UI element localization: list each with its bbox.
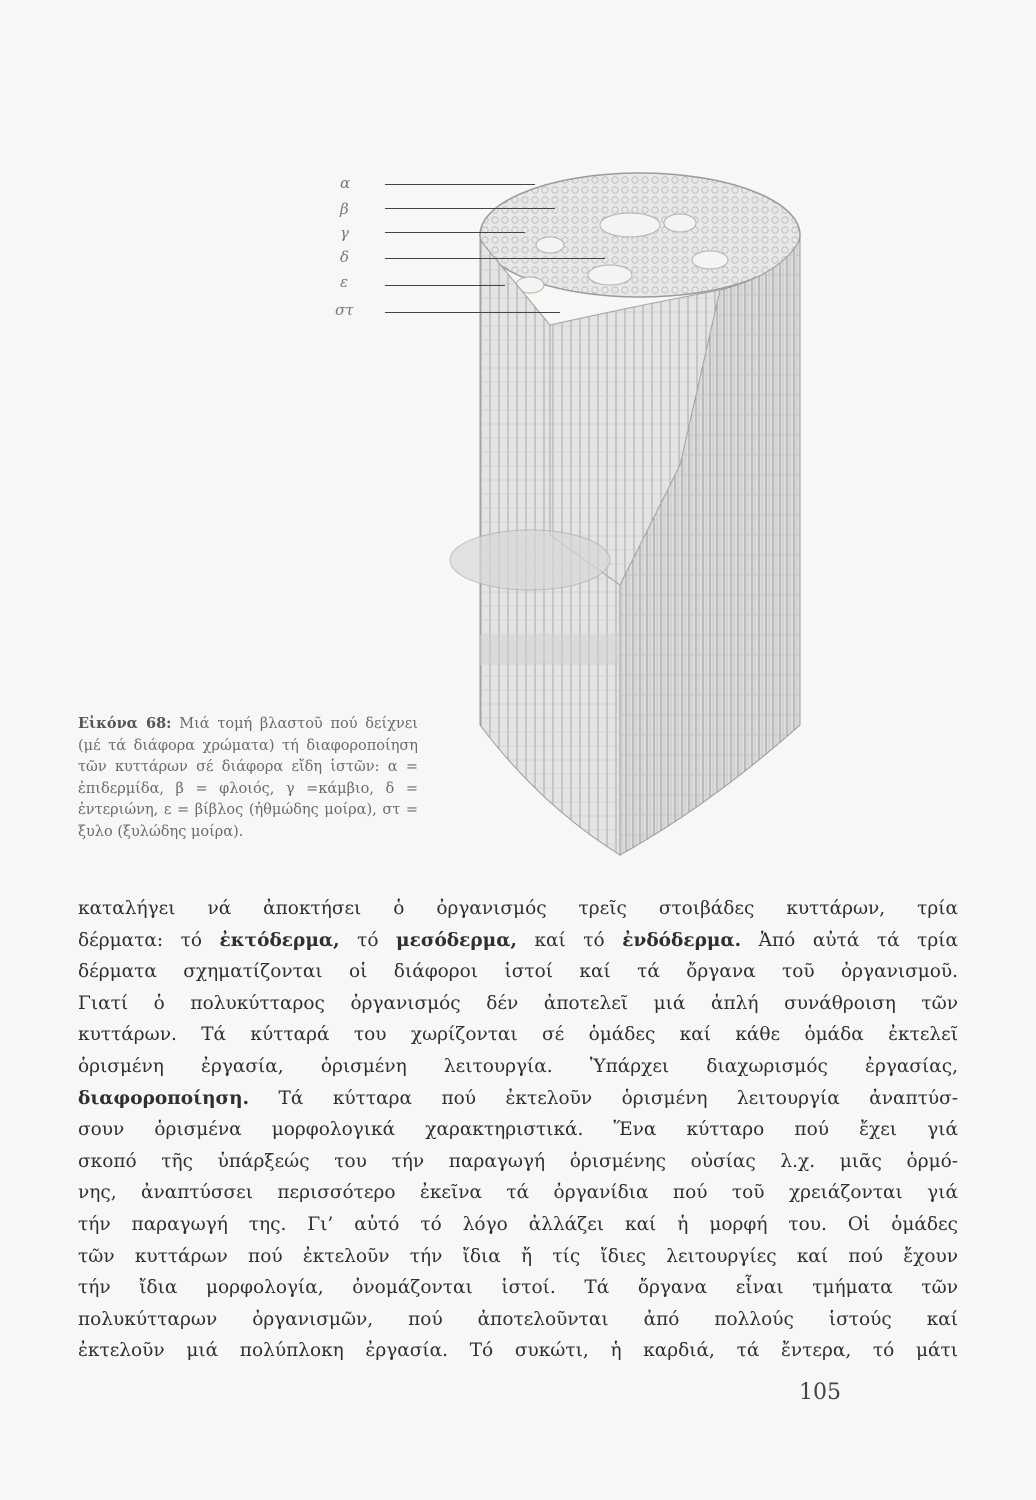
stem-section-figure xyxy=(380,165,820,885)
text-line: δέρματα σχηματίζονται οἱ διάφοροι ἱστοί καί τά ὄργανα τοῦ ὀργανισμοῦ. xyxy=(78,961,958,983)
text-line: τήν ἴδια μορφολογία, ὀνομάζονται ἱστοί. Τά ὄργανα εἶναι τμήματα τῶν xyxy=(78,1277,958,1299)
label-gamma: γ xyxy=(340,224,349,242)
text-line: κυττάρων. Τά κύτταρά του χωρίζονται σέ ὁμάδες καί κάθε ὁμάδα ἐκτελεῖ xyxy=(78,1024,958,1046)
term-mesoderm: μεσόδερμα, xyxy=(396,929,517,951)
label-sigma-tau: στ xyxy=(335,301,354,319)
text-line xyxy=(78,925,958,957)
leader-line-delta xyxy=(385,258,605,259)
page-number: 105 xyxy=(799,1380,841,1405)
label-delta: δ xyxy=(340,248,350,266)
text-line: σκοπό τῆς ὑπάρξεώς του τήν παραγωγή ὁρισμένης οὐσίας λ.χ. μιᾶς ὁρμό- xyxy=(78,1150,958,1172)
figure-caption xyxy=(78,713,418,843)
label-epsilon: ε xyxy=(340,273,349,291)
text-fragment: Τά κύτταρα πού ἐκτελοῦν ὁρισμένη λειτουργία ἀναπτύσ- xyxy=(249,1087,958,1109)
leader-line-beta xyxy=(385,208,555,209)
text-line xyxy=(78,1083,958,1115)
text-line: ὁρισμένη ἐργασία, ὁρισμένη λειτουργία. Ὑπάρχει διαχωρισμός ἐργασίας, xyxy=(78,1055,958,1077)
term-ectoderm: ἐκτόδερμα, xyxy=(219,929,340,951)
text-line: σουν ὁρισμένα μορφολογικά χαρακτηριστικά. Ἕνα κύτταρο πού ἔχει γιά xyxy=(78,1119,958,1141)
text-line: πολυκύτταρων ὀργανισμῶν, πού ἀποτελοῦνται ἀπό πολλούς ἱστούς καί xyxy=(78,1308,958,1330)
caption-heading: Εἰκόνα 68: xyxy=(78,715,172,732)
leader-line-epsilon xyxy=(385,285,505,286)
text-fragment: Ἀπό αὐτά τά τρία xyxy=(741,929,958,951)
text-line: νης, ἀναπτύσσει περισσότερο ἐκεῖνα τά ὀργανίδια πού τοῦ χρειάζονται γιά xyxy=(78,1182,958,1204)
text-line: τῶν κυττάρων πού ἐκτελοῦν τήν ἴδια ἤ τίς ἴδιες λειτουργίες καί πού ἔχουν xyxy=(78,1245,958,1267)
term-endoderm: ἐνδόδερμα. xyxy=(622,929,742,951)
text-line: καταλήγει νά ἀποκτήσει ὁ ὀργανισμός τρεῖς στοιβάδες κυττάρων, τρία xyxy=(78,898,958,919)
text-fragment: καί τό xyxy=(516,929,623,951)
term-differentiation: διαφοροποίηση. xyxy=(78,1087,250,1109)
label-beta: β xyxy=(340,200,349,218)
body-text xyxy=(78,893,958,1367)
text-fragment: δέρματα: τό xyxy=(78,929,202,951)
text-line: ἐκτελοῦν μιά πολύπλοκη ἐργασία. Τό συκώτι, ἡ καρδιά, τά ἔντερα, τό μάτι xyxy=(78,1340,958,1362)
leader-line-gamma xyxy=(385,232,525,233)
leader-line-sigma-tau xyxy=(385,312,560,313)
label-alpha: α xyxy=(340,174,351,192)
text-line: τήν παραγωγή της. Γι’ αὐτό τό λόγο ἀλλάζει καί ἡ μορφή του. Οἱ ὁμάδες xyxy=(78,1213,958,1235)
leader-line-alpha xyxy=(385,184,535,185)
text-fragment: τό xyxy=(339,929,397,951)
caption-text: Μιά τομή βλαστοῦ πού δείχνει (μέ τά διάφορα χρώματα) τή διαφοροποίηση τῶν κυττάρων σέ διάφορα εἴδη ἱστῶν: α = ἐπιδερμίδα, β = φλοιός, γ =κάμβιο, δ = ἐντεριώνη, ε = βίβλος (ἠθμώδης μοίρα), στ = ξυλο (ξυλώδης μοίρα). xyxy=(78,716,418,840)
text-line: Γιατί ὁ πολυκύτταρος ὀργανισμός δέν ἀποτελεῖ μιά ἁπλή συνάθροιση τῶν xyxy=(78,992,958,1014)
